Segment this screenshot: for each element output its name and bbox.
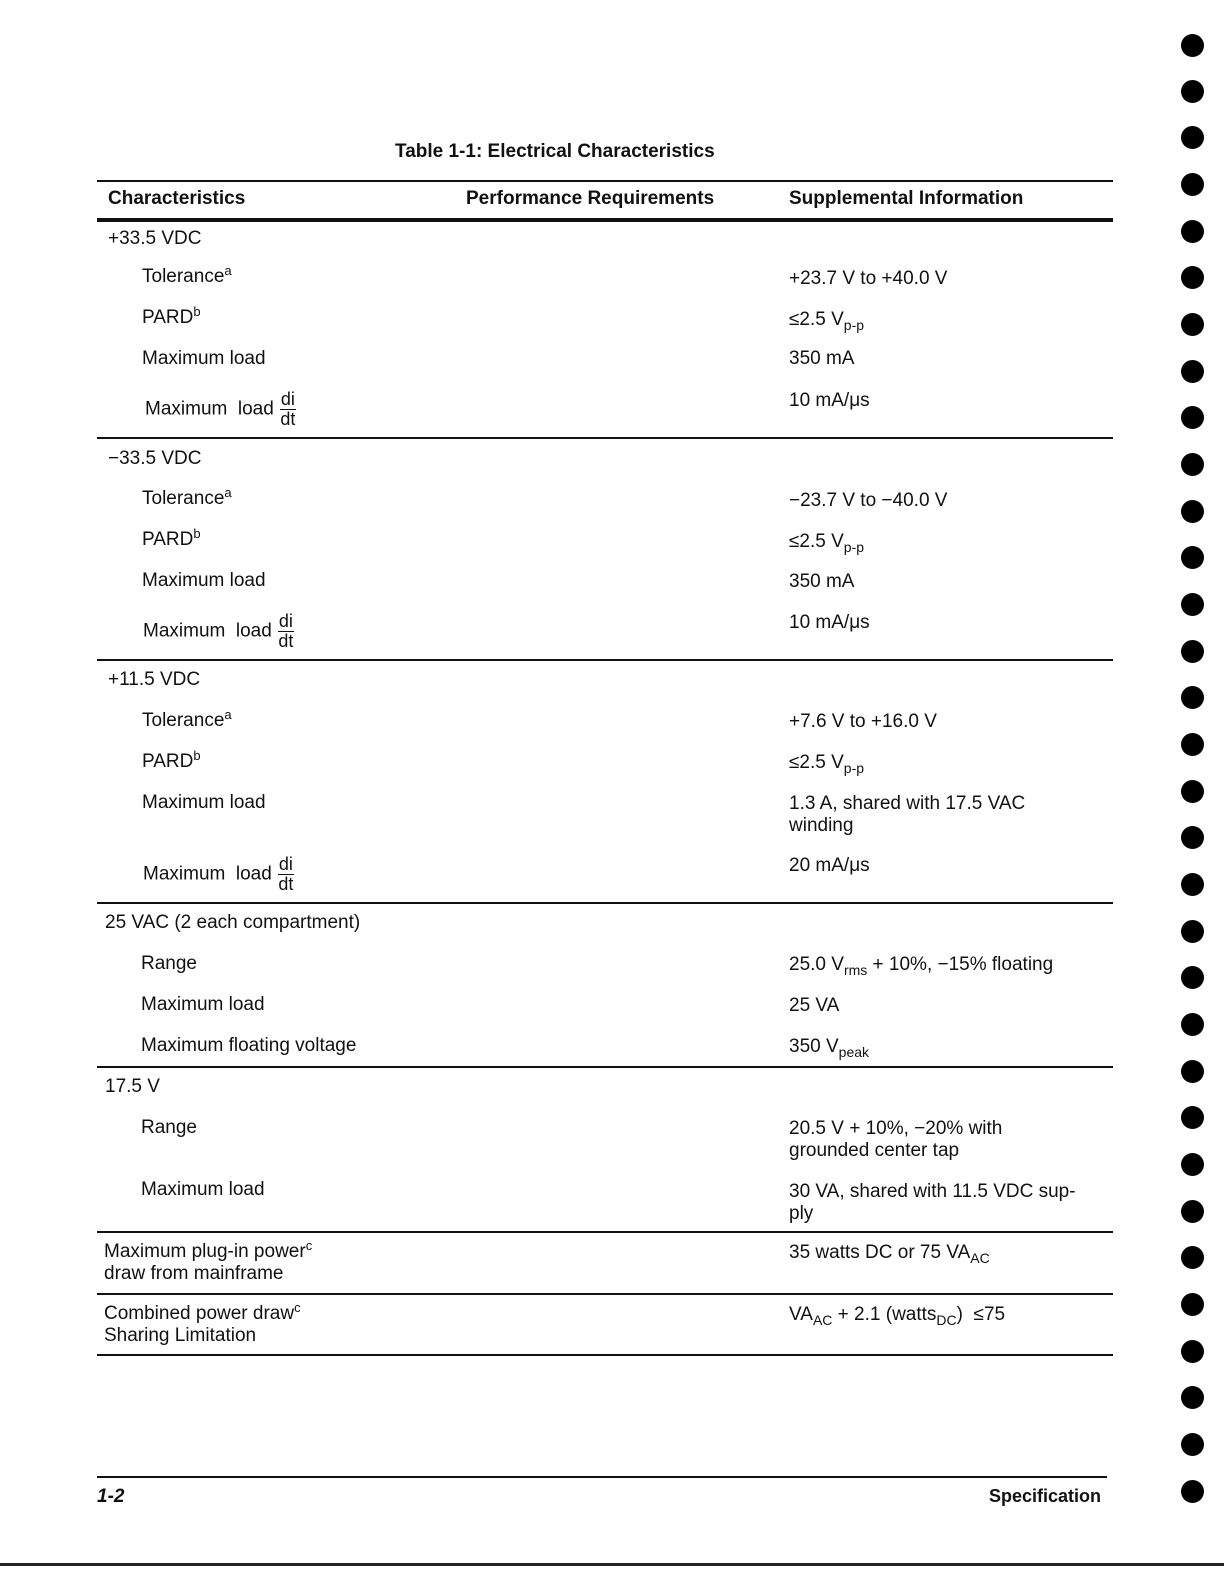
combined-power-draw-value: $VA_{AC} + 2.1$ (watts$_{DC}$) ≤75	[789, 1304, 1006, 1328]
pard-label: PARD$^b$	[142, 304, 201, 328]
binder-hole	[1181, 593, 1204, 616]
max-load-didt-value: 10 mA/μs	[789, 390, 870, 411]
max-load-value: 1.3 A, shared with 17.5 VAC winding	[789, 793, 1026, 836]
tolerance-label: Tolerance$^a$	[142, 707, 232, 731]
section-divider	[97, 437, 1113, 439]
max-load-label: Maximum load	[141, 1179, 265, 1200]
binder-hole	[1181, 1433, 1204, 1456]
footer-rule	[97, 1476, 1107, 1478]
binder-hole	[1181, 313, 1204, 336]
table-top-rule	[97, 180, 1113, 182]
tolerance-label: Tolerance$^a$	[142, 263, 232, 287]
binder-hole	[1181, 1106, 1204, 1129]
binder-hole	[1181, 546, 1204, 569]
tolerance-value: −23.7 V to −40.0 V	[789, 490, 948, 511]
max-load-value: 350 mA	[789, 571, 855, 592]
binder-hole	[1181, 873, 1204, 896]
table-title: Table 1-1: Electrical Characteristics	[395, 141, 715, 162]
max-load-didt-label: Maximum load $\frac{di}{dt}$	[143, 611, 294, 651]
binder-hole	[1181, 266, 1204, 289]
binder-hole	[1181, 1386, 1204, 1409]
binder-holes	[1181, 34, 1205, 1534]
page-edge-line	[0, 1563, 1224, 1566]
max-load-didt-label: Maximum load $\frac{di}{dt}$	[143, 854, 294, 894]
header-characteristics: Characteristics	[108, 188, 246, 209]
max-load-label: Maximum load	[142, 570, 266, 591]
tolerance-label: Tolerance$^a$	[142, 485, 232, 509]
binder-hole	[1181, 780, 1204, 803]
max-load-didt-value: 20 mA/μs	[789, 855, 870, 876]
header-performance: Performance Requirements	[466, 188, 715, 209]
binder-hole	[1181, 1480, 1204, 1503]
tolerance-value: +23.7 V to +40.0 V	[789, 268, 948, 289]
max-floating-voltage-label: Maximum floating voltage	[141, 1035, 357, 1056]
section-divider	[97, 1231, 1113, 1233]
header-supplemental: Supplemental Information	[789, 188, 1024, 209]
range-value: 25.0 $V_{rms} + 10\%$, −15% floating	[789, 954, 1054, 978]
didt-fraction: $\frac{di}{dt}$	[278, 854, 294, 894]
binder-hole	[1181, 173, 1204, 196]
section-25vac-label: 25 VAC (2 each compartment)	[105, 912, 361, 933]
section-11p5-label: +11.5 VDC	[108, 669, 201, 690]
range-label: Range	[141, 953, 197, 974]
binder-hole	[1181, 80, 1204, 103]
table-bottom-rule	[97, 1354, 1113, 1356]
didt-fraction: $\frac{di}{dt}$	[278, 611, 294, 651]
range-value: 20.5 V + 10%, −20% with grounded center tap	[789, 1118, 1003, 1161]
section-divider	[97, 659, 1113, 661]
page-number: 1-2	[97, 1486, 125, 1507]
binder-hole	[1181, 1293, 1204, 1316]
binder-hole	[1181, 406, 1204, 429]
binder-hole	[1181, 686, 1204, 709]
binder-hole	[1181, 1013, 1204, 1036]
max-load-label: Maximum load	[142, 792, 266, 813]
max-plugin-power-label: Maximum plug-in power$^c$ draw from mainframe	[104, 1238, 313, 1284]
binder-hole	[1181, 1246, 1204, 1269]
binder-hole	[1181, 34, 1204, 57]
max-plugin-power-value: 35 watts DC or 75 $VA_{AC}$	[789, 1242, 990, 1266]
pard-value: ≤2.5 $V_{p-p}$	[789, 531, 865, 555]
combined-power-draw-label: Combined power draw$^c$ Sharing Limitation	[104, 1300, 301, 1346]
binder-hole	[1181, 920, 1204, 943]
pard-label: PARD$^b$	[142, 526, 201, 550]
binder-hole	[1181, 1340, 1204, 1363]
max-load-value: 30 VA, shared with 11.5 VDC sup-ply	[789, 1181, 1076, 1224]
max-load-label: Maximum load	[142, 348, 266, 369]
binder-hole	[1181, 360, 1204, 383]
binder-hole	[1181, 1153, 1204, 1176]
binder-hole	[1181, 1060, 1204, 1083]
binder-hole	[1181, 126, 1204, 149]
max-floating-voltage-value: 350 $V_{peak}$	[789, 1036, 870, 1060]
binder-hole	[1181, 453, 1204, 476]
max-load-didt-label: Maximum load $\frac{di}{dt}$	[145, 389, 296, 429]
max-load-value: 350 mA	[789, 348, 855, 369]
binder-hole	[1181, 640, 1204, 663]
binder-hole	[1181, 1200, 1204, 1223]
binder-hole	[1181, 500, 1204, 523]
section-divider	[97, 1293, 1113, 1295]
range-label: Range	[141, 1117, 197, 1138]
binder-hole	[1181, 966, 1204, 989]
table-header-rule	[97, 218, 1113, 222]
pard-value: ≤2.5 $V_{p-p}$	[789, 752, 865, 776]
section-17p5-label: 17.5 V	[105, 1076, 160, 1097]
max-load-value: 25 VA	[789, 995, 840, 1016]
max-load-didt-value: 10 mA/μs	[789, 612, 870, 633]
pard-value: ≤2.5 $V_{p-p}$	[789, 309, 865, 333]
section-neg33p5-label: −33.5 VDC	[108, 448, 202, 469]
section-33p5-label: +33.5 VDC	[108, 228, 202, 249]
binder-hole	[1181, 220, 1204, 243]
section-divider	[97, 1066, 1113, 1068]
pard-label: PARD$^b$	[142, 748, 201, 772]
didt-fraction: $\frac{di}{dt}$	[280, 389, 296, 429]
max-load-label: Maximum load	[141, 994, 265, 1015]
section-divider	[97, 902, 1113, 904]
binder-hole	[1181, 826, 1204, 849]
tolerance-value: +7.6 V to +16.0 V	[789, 711, 937, 732]
section-name: Specification	[988, 1486, 1101, 1506]
binder-hole	[1181, 733, 1204, 756]
